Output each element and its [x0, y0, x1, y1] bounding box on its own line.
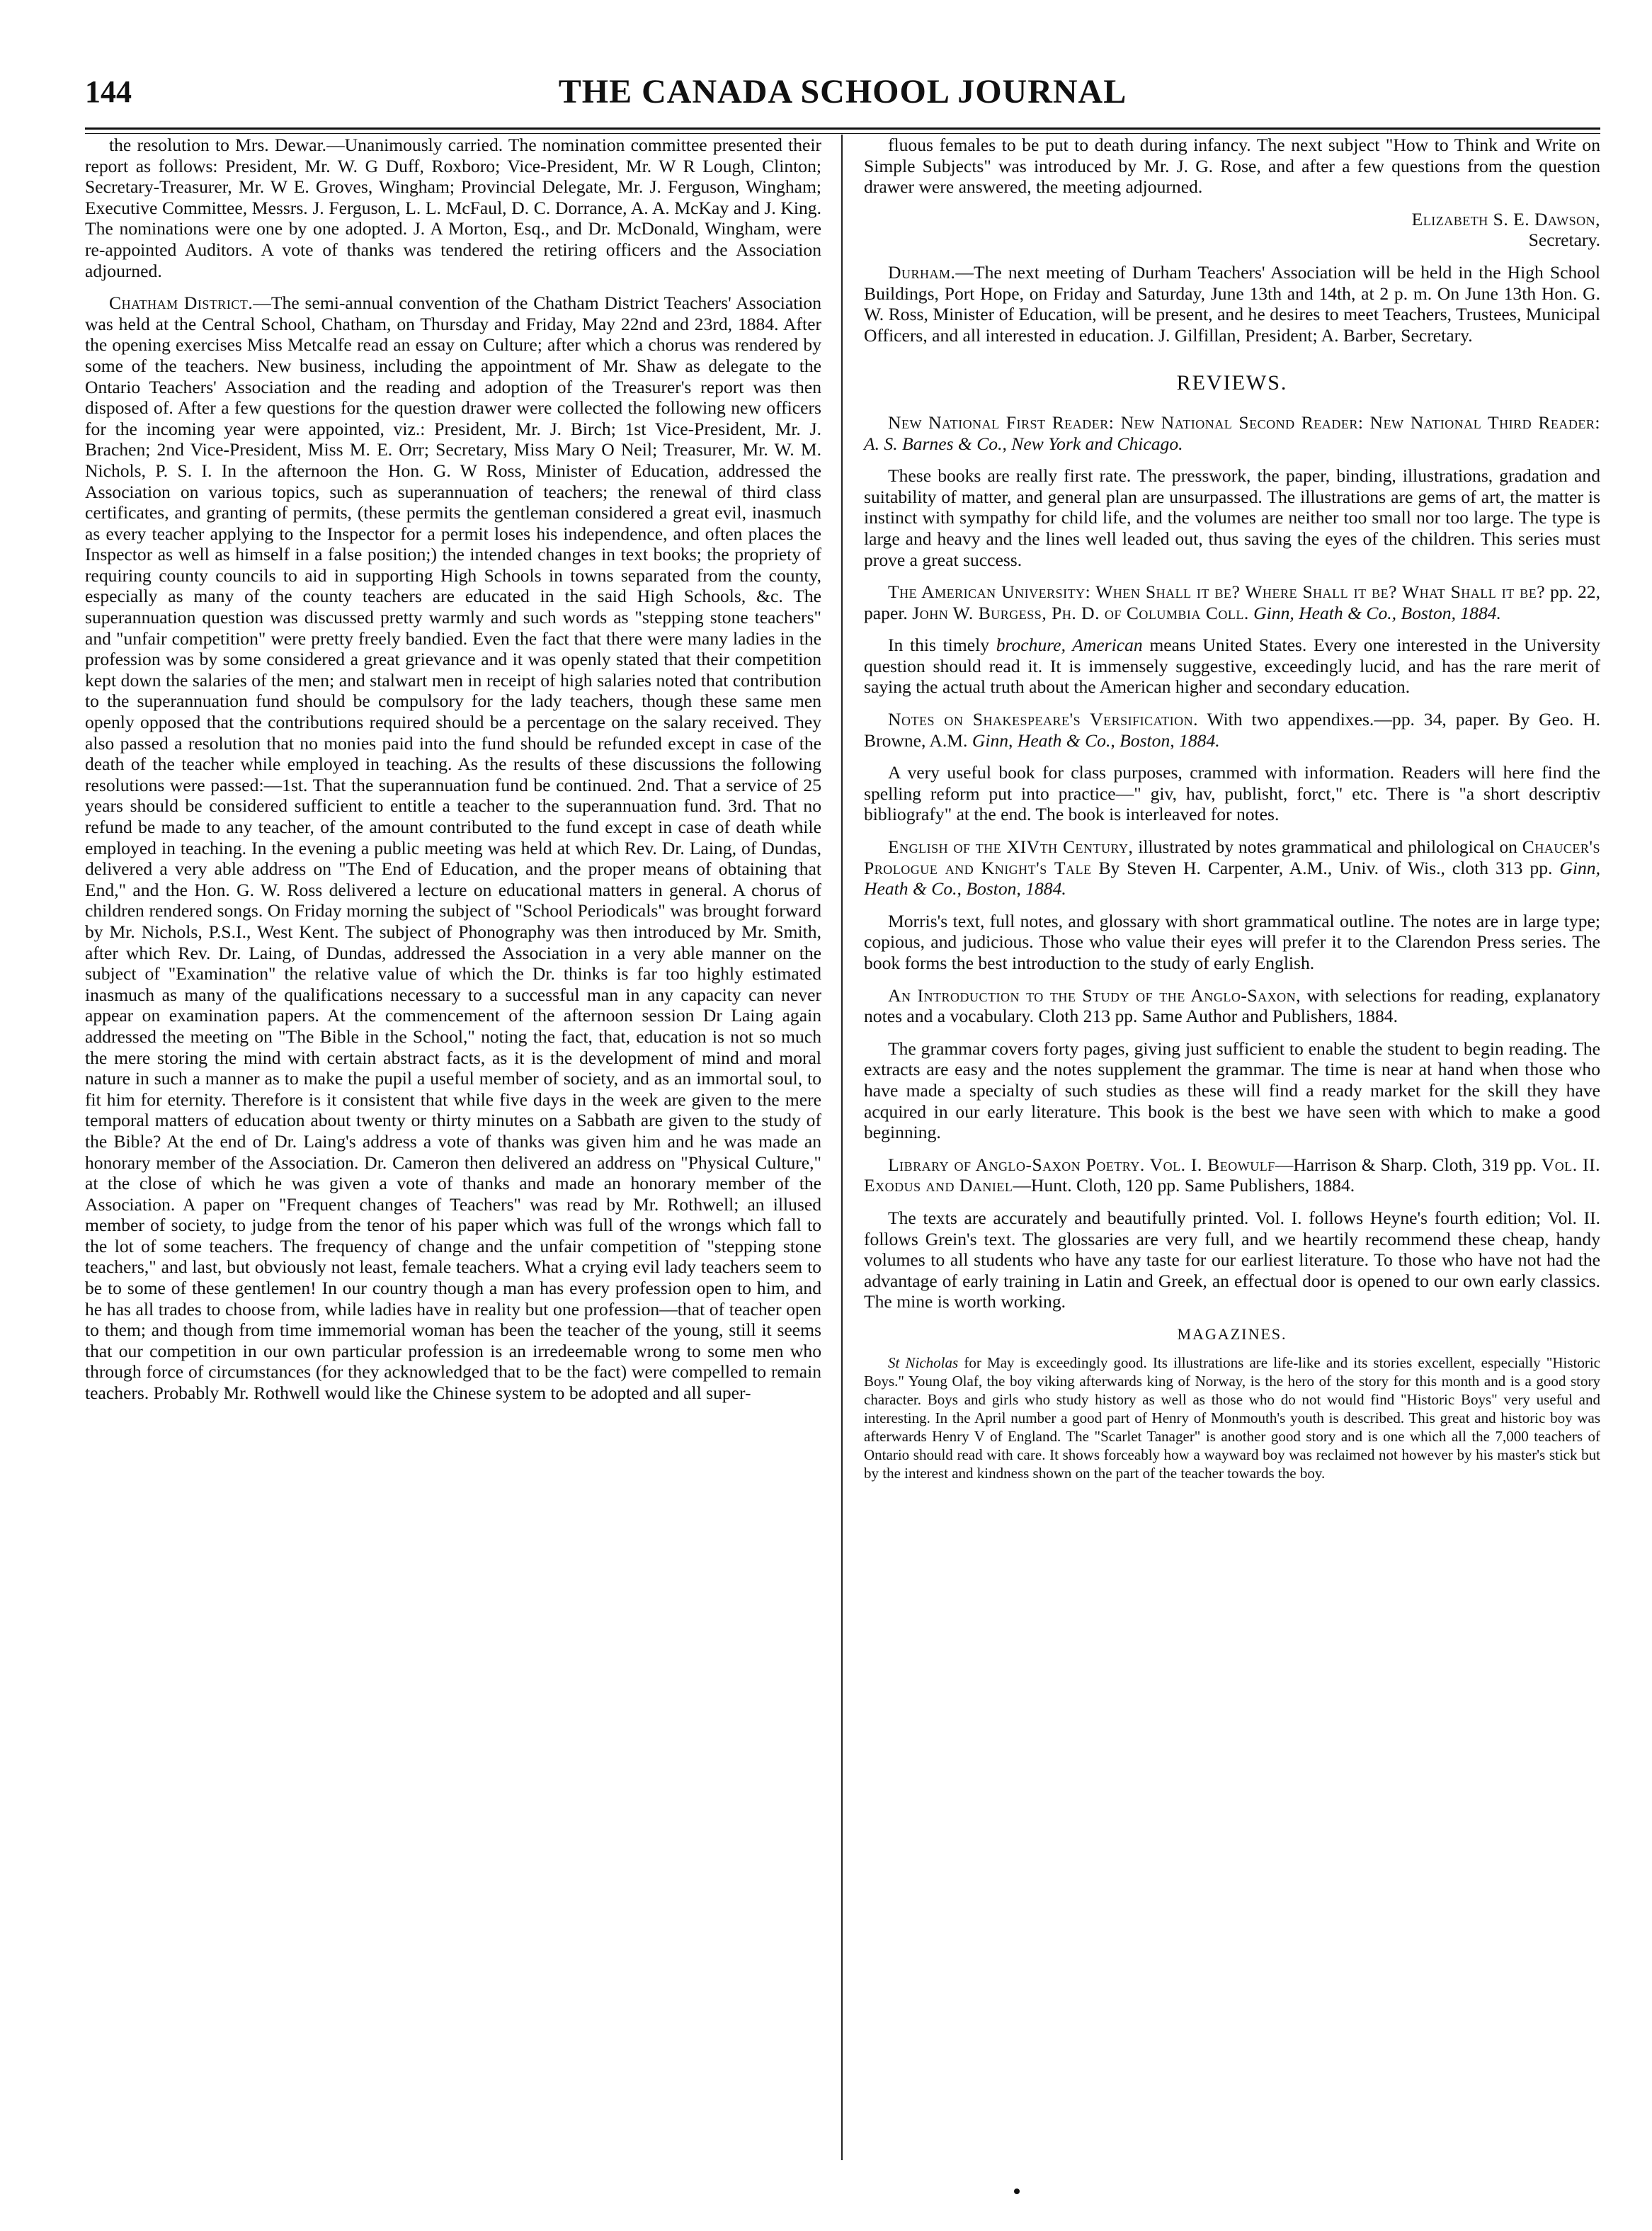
- printer-mark: [1014, 2189, 1020, 2194]
- paragraph: Durham.—The next meeting of Durham Teachers' Association will be held in the High School Buildings, Port Hope, on Friday and Saturday, June 13th and 14th, at 2 p. m. On June 13th Hon. G. W. Ross, Minister of Education, will be present, and he desires to meet Teachers, Trustees, Municipal Officers, and all interested in education. J. Gilfillan, President; A. Barber, Secretary.: [864, 261, 1600, 346]
- section-title-magazines: MAGAZINES.: [1177, 1324, 1287, 1343]
- review-entry: An Introduction to the Study of the Anglo-Saxon, with selections for reading, explanatory notes and a vocabulary. Cloth 213 pp. Same Author and Publishers, 1884.: [864, 984, 1600, 1027]
- paragraph: fluous females to be put to death during infancy. The next subject "How to Think and Write on Simple Subjects" was introduced by Mr. J. G. Rose, and after a few questions from the question drawer were answered, the meeting adjourned.: [864, 135, 1600, 198]
- journal-page: [85, 71, 1600, 2189]
- journal-title: THE CANADA SCHOOL JOURNAL: [558, 73, 1127, 110]
- column-divider: [841, 135, 843, 2160]
- review-body: The grammar covers forty pages, giving just sufficient to enable the student to begin reading. The extracts are easy and the notes supplement the grammar. The time is near at hand when those who have made a specialty of such studies as these will find a ready market for the skill they have acquired in our early literature. This book is the best we have seen with which to make a good beginning.: [864, 1038, 1600, 1143]
- page-header: [85, 71, 1600, 122]
- left-column: [85, 135, 821, 2160]
- district-heading: Chatham District.: [109, 293, 254, 314]
- text-columns: [85, 135, 1600, 2160]
- district-heading: Durham.: [888, 261, 956, 283]
- review-body: The texts are accurately and beautifully printed. Vol. I. follows Heyne's fourth edition; Vol. II. follows Grein's text. The glossaries are very full, and we heartily recommend these cheap, handy volumes to all students who have any taste for our earliest literature. To those who have not had the advantage of early training in Latin and Greek, an effectual door is opened to our own early classics. The mine is worth working.: [864, 1207, 1600, 1312]
- review-entry: Notes on Shakespeare's Versification. With two appendixes.—pp. 34, paper. By Geo. H. Browne, A.M. Ginn, Heath & Co., Boston, 1884.: [864, 709, 1601, 751]
- paragraph: [85, 293, 821, 1403]
- review-entry: New National First Reader: New National Second Reader: New National Third Reader: A. S. Barnes & Co., New York and Chicago.: [864, 411, 1600, 454]
- review-entry: English of the XIVth Century, illustrated by notes grammatical and philological on Chaucer's Prologue and Knight's Tale By Steven H. Carpenter, A.M., Univ. of Wis., cloth 313 pp. Ginn, Heath & Co., Boston, 1884.: [864, 836, 1600, 899]
- signature-name: Elizabeth S. E. Dawson,: [1411, 208, 1600, 229]
- review-body: In this timely brochure, American means United States. Every one interested in the University question should read it. It is immensely suggestive, exceedingly lucid, and has the rare merit of saying the actual truth about the American higher and secondary education.: [864, 635, 1601, 698]
- review-entry: The American University: When Shall it be? Where Shall it be? What Shall it be? pp. 22, paper. John W. Burgess, Ph. D. of Columbia Coll. Ginn, Heath & Co., Boston, 1884.: [864, 581, 1600, 623]
- paragraph-text: —The semi-annual convention of the Chatham District Teachers' Association was held at the Central School, Chatham, on Thursday and Friday, May 22nd and 23rd, 1884. After the opening exercises Miss Metcalfe read an essay on Culture; after which a chorus was rendered by some of the teachers. New business, including the appointment of Mr. Shaw as delegate to the Ontario Teachers' Association and the reading and adoption of the Treasurer's report was then disposed of. After a few questions for the question drawer were collected the following new officers for the incoming year were appointed, viz.: President, Mr. J. Birch; 1st Vice-President, Mr. J. Brachen; 2nd Vice-President, Miss M. E. Orr; Secretary, Miss Mary O Neil; Treasurer, Mr. W. M. Nichols, P. S. I. In the afternoon the Hon. G. W Ross, Minister of Education, addressed the Association on various topics, such as superannuation of teachers; the renewal of third class certificates, and granting of permits, (these permits the gentleman considered a great evil, inasmuch as every teacher applying to the Inspector for a permit loses his independence, and often places the Inspector as well as himself in a false position;) the intended changes in text books; the propriety of requiring county councils to aid in supporting High Schools in towns separated from the county, especially as many of the county teachers are educated in the said High Schools, &c. The superannuation question was discussed pretty warmly and such words as "stepping stone teachers" and "unfair competition" were pretty freely bandied. Even the fact that there were many ladies in the profession was by some considered a great grievance and it was openly stated that their competition kept down the salaries of the men; and stalwart men in receipt of high salaries noted that contribution to the superannuation fund should be compulsory for the lady teachers, though these same men openly opposed that the contributions required should be a percentage on the salary received. They also passed a resolution that no monies paid into the fund should be refunded except in case of the death of the teacher while employed in teaching. As the results of these discussions the following resolutions were passed:—1st. That the superannuation fund be continued. 2nd. That a service of 25 years should be considered sufficient to entitle a teacher to the superannuation fund. 3rd. That no refund be made to any teacher, of the amount contributed to the fund except in case of death while employed in teaching. In the evening a public meeting was held at which Rev. Dr. Laing, of Dundas, delivered a very able address on "The End of Education, and the proper means of obtaining that End," and the Hon. G. W. Ross delivered a lecture on educational matters in general. A chorus of children rendered songs. On Friday morning the subject of "School Periodicals" was brought forward by Mr. Nichols, P.S.I., West Kent. The subject of Phonography was then introduced by Mr. Smith, after which Rev. Dr. Laing, of Dundas, addressed the Association in a very able manner on the subject of "Examination" the relative value of which the Dr. thinks is far too highly estimated inasmuch as many of the qualifications necessary to a successful man in any capacity can never appear on examination papers. At the commencement of the afternoon session Dr Laing again addressed the meeting on "The Bible in the School," noting the fact, that, education is not so much the mere storing the mind with certain abstract facts, as it is the development of mind and moral nature in such a manner as to make the pupil a useful member of society, and as an immortal soul, to fit him for eternity. Therefore is it consistent that while five days in the week are given to the mere temporal matters of education about twenty or thirty minutes on a Sabbath are given to the study of the Bible? At the end of Dr. Laing's address a vote of thanks was given him and he was made an honorary member of the Association. Dr. Cameron then delivered an address on "Physical Culture," at the close of which he was given a vote of thanks and made an honorary member of the Association. A paper on "Frequent changes of Teachers" was read by Mr. Rothwell; an illused member of society, to judge from the tenor of his paper which was full of the wrongs which fall to the lot of some teachers. The frequency of change and the unfair competition of "stepping stone teachers," and last, but obviously not least, female teachers. What a crying evil lady teachers seem to be to some of these gentlemen! In our country though a man has every profession open to him, and he has all trades to choose from, while ladies have in reality but one profession—that of teacher open to them; and though from time immemorial woman has been the teacher of the young, still it seems that our competition in our own particular profession is an irredeemable wrong to some men who through force of circumstances (for they acknowledged that to be the fact) were compelled to remain teachers. Probably Mr. Rothwell would like the Chinese system to be adopted and all super-: [85, 293, 822, 1404]
- signature-role: Secretary.: [1528, 229, 1600, 251]
- right-column: [864, 135, 1600, 2160]
- header-rule: [85, 127, 1600, 134]
- magazine-entry: St Nicholas for May is exceedingly good. Its illustrations are life-like and its stories excellent, especially "Historic Boys." Young Olaf, the boy viking afterwards king of Norway, is the hero of the story for this month and is a good story character. Boys and girls who study history as well as those who do not would find "Historic Boys" very useful and interesting. In the April number a good part of Henry of Monmouth's youth is described. This great and historic boy was afterwards Henry V of England. The "Scarlet Tanager" is another good story and is one which all the 7,000 teachers of Ontario should read with care. It shows forceably how a wayward boy was reclaimed not however by his master's stick but by the interest and kindness shown on the part of the teacher towards the boy.: [864, 1353, 1601, 1482]
- review-body: A very useful book for class purposes, crammed with information. Readers will here find the spelling reform put into practice—" giv, hav, publisht, forct," etc. There is "a short descriptiv bibliografy" at the end. The book is interleaved for notes.: [864, 762, 1600, 825]
- paragraph: the resolution to Mrs. Dewar.—Unanimously carried. The nomination committee presented their report as follows: President, Mr. W. G Duff, Roxboro; Vice-President, Mr. W R Lough, Clinton; Secretary-Treasurer, Mr. W E. Groves, Wingham; Provincial Delegate, Mr. J. Ferguson, Wingham; Executive Committee, Messrs. J. Ferguson, L. L. McFaul, D. C. Dorrance, A. A. McKay and J. King. The nominations were one by one adopted. J. A Morton, Esq., and Dr. McDonald, Wingham, were re-appointed Auditors. A vote of thanks was tendered the retiring officers and the Association adjourned.: [85, 135, 821, 281]
- page-number: 144: [85, 74, 132, 109]
- section-title-reviews: REVIEWS.: [1176, 371, 1288, 395]
- review-body: These books are really first rate. The presswork, the paper, binding, illustrations, gradation and suitability of matter, and general plan are unsurpassed. The illustrations are gems of art, the matter is instinct with sympathy for child life, and the volumes are neither too small nor too large. The type is large and heavy and the lines well leaded out, thus saving the eyes of the children. This series must prove a great success.: [864, 465, 1600, 570]
- review-entry: Library of Anglo-Saxon Poetry. Vol. I. Beowulf—Harrison & Sharp. Cloth, 319 pp. Vol. II. Exodus and Daniel—Hunt. Cloth, 120 pp. Same Publishers, 1884.: [864, 1154, 1600, 1196]
- magazines-section: [864, 1353, 1600, 1482]
- review-body: Morris's text, full notes, and glossary with short grammatical outline. The notes are in large type; copious, and judicious. Those who value their eyes will prefer it to the Clarendon Press series. The book forms the best introduction to the study of early English.: [864, 910, 1600, 973]
